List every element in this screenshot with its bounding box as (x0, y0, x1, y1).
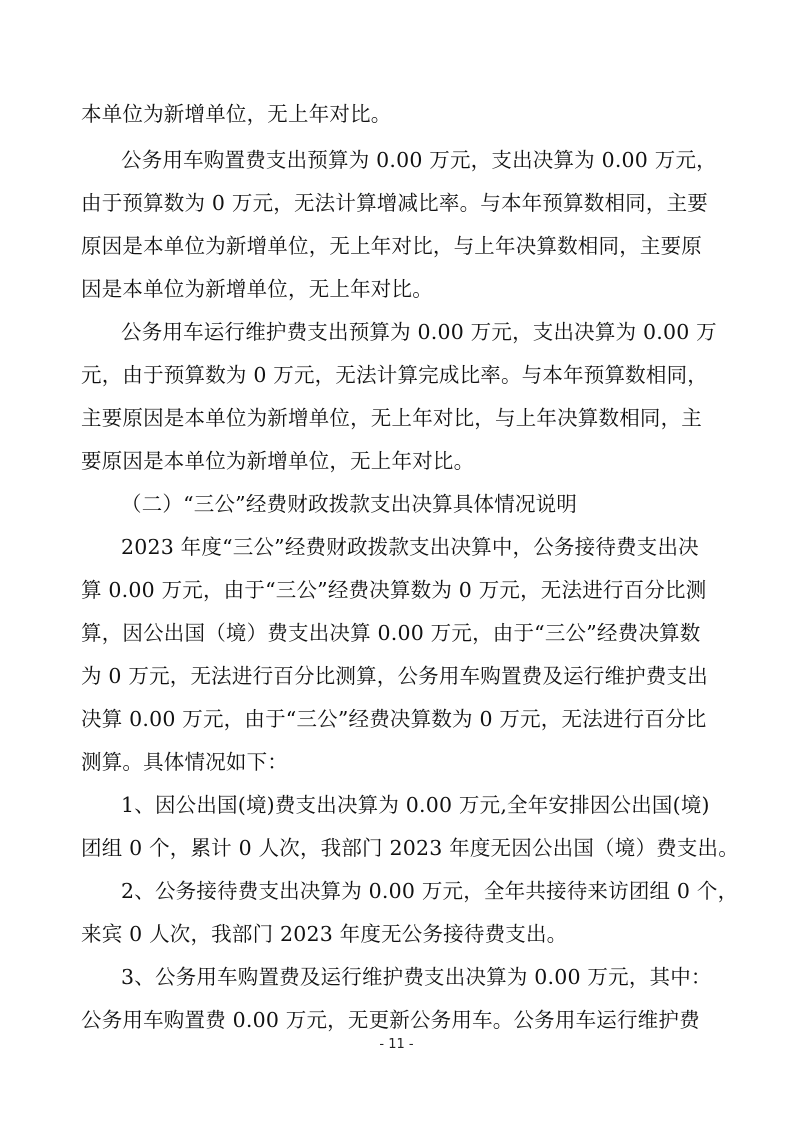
paragraph-line: 测算。具体情况如下： (81, 750, 288, 774)
paragraph-line: 元，由于预算数为 0 万元，无法计算完成比率。与本年预算数相同， (81, 363, 708, 387)
section-heading: （二）“三公”经费财政拨款支出决算具体情况说明 (121, 492, 578, 516)
paragraph-line: 由于预算数为 0 万元，无法计算增减比率。与本年预算数相同，主要 (81, 191, 708, 215)
paragraph-line: 算，因公出国（境）费支出决算 0.00 万元，由于“三公”经费决算数 (81, 621, 701, 645)
page-number: - 11 - (379, 1037, 414, 1052)
paragraph-line: 原因是本单位为新增单位，无上年对比，与上年决算数相同，主要原 (81, 234, 702, 258)
paragraph-line: 为 0 万元，无法进行百分比测算，公务用车购置费及运行维护费支出 (81, 664, 708, 688)
paragraph-line: 公务用车运行维护费支出预算为 0.00 万元，支出决算为 0.00 万 (121, 320, 717, 344)
list-item-line: 公务用车购置费 0.00 万元，无更新公务用车。公务用车运行维护费 (81, 1008, 700, 1032)
paragraph-line: 公务用车购置费支出预算为 0.00 万元，支出决算为 0.00 万元， (121, 148, 717, 172)
paragraph-line: 决算 0.00 万元，由于“三公”经费决算数为 0 万元，无法进行百分比 (81, 707, 707, 731)
list-item-line: 来宾 0 人次，我部门 2023 年度无公务接待费支出。 (81, 922, 568, 946)
list-item-line: 团组 0 个，累计 0 人次，我部门 2023 年度无因公出国（境）费支出。 (81, 836, 739, 860)
list-item-line: 2、公务接待费支出决算为 0.00 万元，全年共接待来访团组 0 个， (121, 879, 739, 903)
paragraph-line: 2023 年度“三公”经费财政拨款支出决算中，公务接待费支出决 (121, 535, 699, 559)
paragraph-line: 算 0.00 万元，由于“三公”经费决算数为 0 万元，无法进行百分比测 (81, 578, 707, 602)
list-item-line: 1、因公出国(境)费支出决算为 0.00 万元,全年安排因公出国(境) (121, 793, 710, 817)
paragraph-line: 本单位为新增单位，无上年对比。 (81, 102, 392, 126)
list-item-line: 3、公务用车购置费及运行维护费支出决算为 0.00 万元，其中： (121, 965, 712, 989)
paragraph-line: 主要原因是本单位为新增单位，无上年对比，与上年决算数相同，主 (81, 406, 702, 430)
paragraph-line: 因是本单位为新增单位，无上年对比。 (81, 277, 433, 301)
paragraph-line: 要原因是本单位为新增单位，无上年对比。 (81, 449, 475, 473)
